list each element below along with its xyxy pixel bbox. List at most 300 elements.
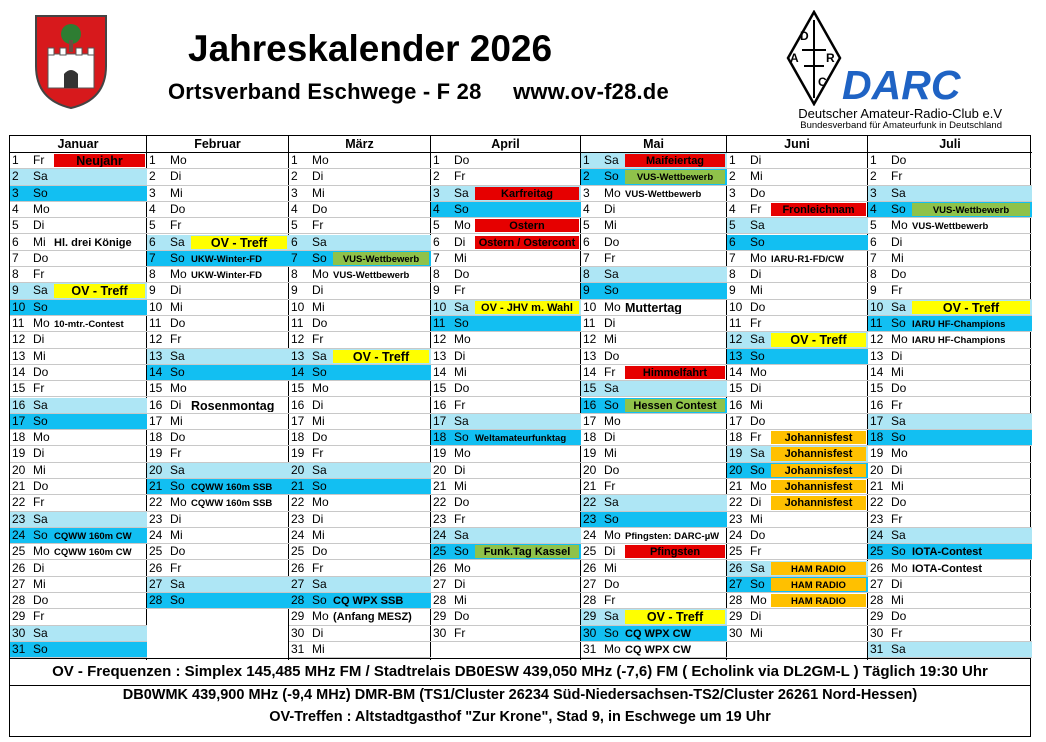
day-number: 17 <box>12 413 26 428</box>
day-number: 7 <box>729 250 736 265</box>
day-row <box>10 251 147 267</box>
weekday-label: Di <box>454 576 466 591</box>
event-label: HAM RADIO <box>771 578 866 591</box>
weekday-label: Fr <box>891 169 903 184</box>
day-row <box>10 479 147 495</box>
event-label: HAM RADIO <box>771 562 866 575</box>
month-header: Januar <box>10 136 146 153</box>
weekday-label: Sa <box>454 413 469 428</box>
day-number: 22 <box>729 495 743 510</box>
weekday-label: So <box>750 348 765 363</box>
day-row <box>10 267 147 283</box>
day-row <box>10 430 147 446</box>
day-row <box>581 251 727 267</box>
day-number: 30 <box>433 625 447 640</box>
day-row <box>147 365 289 381</box>
day-row <box>868 235 1032 251</box>
event-label: Pfingsten <box>625 545 725 558</box>
day-number: 14 <box>870 364 884 379</box>
event-label: Hl. drei Könige <box>54 236 132 249</box>
weekday-label: Fr <box>454 169 466 184</box>
day-row <box>727 609 868 625</box>
day-row <box>289 430 431 446</box>
weekday-label: Mi <box>33 462 46 477</box>
day-row <box>868 642 1032 658</box>
day-number: 9 <box>291 283 298 298</box>
day-row <box>868 283 1032 299</box>
day-number: 12 <box>291 332 305 347</box>
day-row <box>868 169 1032 185</box>
day-number: 7 <box>870 250 877 265</box>
event-label: UKW-Winter-FD <box>191 270 262 282</box>
day-number: 20 <box>870 462 884 477</box>
weekday-label: Sa <box>891 527 906 542</box>
day-row <box>868 398 1032 414</box>
weekday-label: Do <box>750 299 766 314</box>
day-number: 29 <box>12 609 26 624</box>
day-number: 31 <box>870 642 884 656</box>
day-row <box>289 332 431 348</box>
day-row <box>868 577 1032 593</box>
day-row <box>727 398 868 414</box>
day-row <box>147 561 289 577</box>
day-number: 8 <box>729 267 736 282</box>
day-row <box>431 544 581 560</box>
weekday-label: Mi <box>891 364 904 379</box>
weekday-label: Do <box>891 609 907 624</box>
day-number: 30 <box>291 625 305 640</box>
weekday-label: Sa <box>454 185 469 200</box>
day-number: 25 <box>433 544 447 559</box>
event-label: CQWW 160m CW <box>54 530 132 542</box>
darc-subtitle: Deutscher Amateur-Radio-Club e.V <box>798 106 1002 121</box>
day-number: 8 <box>149 267 156 282</box>
day-number: 16 <box>870 397 884 412</box>
day-row <box>289 479 431 495</box>
day-number: 6 <box>149 234 156 249</box>
day-row <box>289 169 431 185</box>
day-number: 4 <box>12 201 19 216</box>
day-row <box>581 186 727 202</box>
day-number: 30 <box>583 625 597 640</box>
day-number: 16 <box>729 397 743 412</box>
weekday-label: Fr <box>891 397 903 412</box>
day-number: 26 <box>433 560 447 575</box>
day-number: 10 <box>433 299 447 314</box>
weekday-label: Mo <box>604 413 621 428</box>
weekday-label: Di <box>891 462 903 477</box>
weekday-label: Do <box>604 348 620 363</box>
day-row <box>289 414 431 430</box>
day-row <box>727 512 868 528</box>
weekday-label: Sa <box>312 234 327 249</box>
day-row <box>581 267 727 283</box>
weekday-label: Mo <box>312 267 329 282</box>
day-row <box>431 349 581 365</box>
day-number: 3 <box>149 185 156 200</box>
day-number: 13 <box>12 348 26 363</box>
day-number: 1 <box>12 153 19 167</box>
day-number: 10 <box>291 299 305 314</box>
day-row <box>147 463 289 479</box>
weekday-label: Do <box>604 576 620 591</box>
event-label: Maifeiertag <box>625 154 725 167</box>
day-number: 27 <box>729 576 743 591</box>
weekday-label: Do <box>312 316 328 330</box>
day-row <box>431 479 581 495</box>
event-label: VUS-Wettbewerb <box>912 203 1030 216</box>
weekday-label: Do <box>170 316 186 330</box>
day-row <box>727 300 868 316</box>
weekday-label: Di <box>750 495 762 510</box>
weekday-label: Mo <box>454 560 471 575</box>
event-label: Ostern / Ostercont <box>475 236 579 249</box>
weekday-label: Fr <box>750 316 762 330</box>
day-number: 4 <box>870 201 877 216</box>
day-row <box>581 300 727 316</box>
weekday-label: Do <box>750 185 766 200</box>
day-number: 28 <box>870 593 884 608</box>
day-number: 31 <box>583 642 597 656</box>
weekday-label: Mi <box>33 234 46 249</box>
day-row <box>868 316 1032 332</box>
weekday-label: Mo <box>312 153 329 167</box>
day-row <box>868 512 1032 528</box>
day-number: 19 <box>291 446 305 461</box>
weekday-label: Mo <box>604 185 621 200</box>
event-label: UKW-Winter-FD <box>191 253 262 265</box>
weekday-label: Di <box>604 201 616 216</box>
day-row <box>868 202 1032 218</box>
day-number: 15 <box>149 381 163 396</box>
day-number: 21 <box>870 479 884 493</box>
day-number: 26 <box>12 560 26 575</box>
day-row <box>431 561 581 577</box>
weekday-label: Di <box>33 218 45 233</box>
day-number: 20 <box>729 462 743 477</box>
day-number: 4 <box>433 201 440 216</box>
day-number: 9 <box>149 283 156 298</box>
day-row <box>868 544 1032 560</box>
day-number: 1 <box>149 153 156 167</box>
eschwege-coat-of-arms-icon <box>34 14 108 110</box>
day-number: 6 <box>291 234 298 249</box>
day-number: 20 <box>433 462 447 477</box>
day-number: 20 <box>149 462 163 477</box>
day-number: 17 <box>291 413 305 428</box>
day-number: 31 <box>12 642 26 656</box>
weekday-label: Sa <box>170 462 185 477</box>
day-row <box>727 446 868 462</box>
day-number: 10 <box>870 299 884 314</box>
day-row <box>581 479 727 495</box>
day-number: 25 <box>583 544 597 559</box>
weekday-label: Sa <box>454 299 469 314</box>
event-label: VUS-Wettbewerb <box>912 221 989 233</box>
day-row <box>289 446 431 462</box>
day-number: 26 <box>729 560 743 575</box>
day-number: 8 <box>12 267 19 282</box>
day-row <box>727 235 868 251</box>
weekday-label: Sa <box>891 185 906 200</box>
day-number: 27 <box>870 576 884 591</box>
day-number: 15 <box>870 381 884 396</box>
weekday-label: Fr <box>33 495 45 510</box>
month-februar <box>147 136 289 660</box>
dmr-info: DB0WMK 439,900 MHz (-9,4 MHz) DMR-BM (TS1/Cluster 26234 Süd-Niedersachsen-TS2/Cluster 26261 Nord-Hessen) <box>122 687 918 703</box>
event-label: VUS-Wettbewerb <box>333 252 429 265</box>
day-number: 17 <box>149 413 163 428</box>
day-number: 14 <box>583 364 597 379</box>
day-row <box>147 414 289 430</box>
weekday-label: Di <box>454 462 466 477</box>
day-number: 11 <box>291 316 304 330</box>
weekday-label: Sa <box>33 511 48 526</box>
day-number: 16 <box>583 397 597 412</box>
event-label: CQ WPX SSB <box>333 595 404 608</box>
event-label: Himmelfahrt <box>625 366 725 379</box>
day-row <box>431 609 581 625</box>
weekday-label: Di <box>312 169 324 184</box>
weekday-label: Di <box>33 560 45 575</box>
weekday-label: Sa <box>750 446 765 461</box>
day-row <box>581 398 727 414</box>
event-label: Johannisfest <box>771 431 866 444</box>
day-number: 29 <box>870 609 884 624</box>
weekday-label: Do <box>33 250 49 265</box>
day-row <box>289 365 431 381</box>
day-number: 13 <box>291 348 305 363</box>
weekday-label: Mo <box>750 593 767 608</box>
weekday-label: Mo <box>33 201 50 216</box>
weekday-label: Sa <box>604 495 619 510</box>
day-number: 14 <box>729 364 743 379</box>
weekday-label: Fr <box>454 511 466 526</box>
weekday-label: Fr <box>312 332 324 347</box>
day-row <box>10 446 147 462</box>
darc-subtitle-2: Bundesverband für Amateurfunk in Deutschland <box>800 120 1002 131</box>
day-number: 5 <box>149 218 156 233</box>
day-row <box>147 430 289 446</box>
event-label: (Anfang MESZ) <box>333 611 412 624</box>
day-row <box>147 446 289 462</box>
day-number: 22 <box>870 495 884 510</box>
weekday-label: So <box>33 642 48 656</box>
weekday-label: Do <box>750 413 766 428</box>
weekday-label: So <box>312 479 327 493</box>
day-number: 25 <box>729 544 743 559</box>
day-row <box>581 593 727 609</box>
weekday-label: Do <box>312 544 328 559</box>
day-number: 11 <box>12 316 25 330</box>
day-number: 20 <box>291 462 305 477</box>
day-row <box>581 235 727 251</box>
weekday-label: Sa <box>312 462 327 477</box>
weekday-label: So <box>604 169 619 184</box>
day-row <box>10 235 147 251</box>
page-title: Jahreskalender 2026 <box>188 28 553 69</box>
day-row <box>147 577 289 593</box>
day-number: 15 <box>583 381 597 396</box>
day-row <box>289 251 431 267</box>
weekday-label: Sa <box>604 153 619 167</box>
day-number: 13 <box>729 348 743 363</box>
darc-diamond-logo-icon <box>786 10 842 106</box>
day-number: 21 <box>583 479 597 493</box>
day-number: 9 <box>583 283 590 298</box>
day-row <box>10 414 147 430</box>
month-header: Mai <box>581 136 726 153</box>
event-label: VUS-Wettbewerb <box>625 170 725 183</box>
weekday-label: Fr <box>312 446 324 461</box>
weekday-label: So <box>454 316 469 330</box>
weekday-label: Mi <box>170 527 183 542</box>
day-row <box>727 495 868 511</box>
weekday-label: Do <box>604 234 620 249</box>
weekday-label: Mi <box>750 625 763 640</box>
weekday-label: Do <box>33 364 49 379</box>
day-row <box>289 528 431 544</box>
day-row <box>10 316 147 332</box>
day-row <box>431 446 581 462</box>
day-number: 26 <box>583 560 597 575</box>
month-header: Juni <box>727 136 867 153</box>
weekday-label: Di <box>170 283 182 298</box>
day-row <box>431 430 581 446</box>
weekday-label: Do <box>454 609 470 624</box>
weekday-label: Mo <box>312 381 329 396</box>
month-april <box>431 136 581 660</box>
weekday-label: Fr <box>454 625 466 640</box>
weekday-label: Mi <box>312 413 325 428</box>
day-number: 17 <box>729 413 743 428</box>
day-row <box>10 626 147 642</box>
day-number: 2 <box>870 169 877 184</box>
day-number: 1 <box>729 153 736 167</box>
day-row <box>581 218 727 234</box>
event-label: OV - Treff <box>912 301 1030 314</box>
day-row <box>289 512 431 528</box>
day-row <box>727 626 868 642</box>
day-row <box>581 283 727 299</box>
day-row <box>147 202 289 218</box>
day-number: 25 <box>870 544 884 559</box>
day-number: 15 <box>729 381 743 396</box>
day-number: 3 <box>583 185 590 200</box>
day-row <box>581 609 727 625</box>
day-row <box>147 544 289 560</box>
month-juni <box>727 136 868 660</box>
day-number: 16 <box>149 397 163 412</box>
weekday-label: So <box>170 364 185 379</box>
header <box>0 0 1046 134</box>
weekday-label: Fr <box>604 593 616 608</box>
event-label: Johannisfest <box>771 480 866 493</box>
event-label: OV - Treff <box>333 350 429 363</box>
weekday-label: Mo <box>170 153 187 167</box>
day-number: 22 <box>433 495 447 510</box>
day-number: 10 <box>729 299 743 314</box>
weekday-label: So <box>33 299 48 314</box>
day-number: 25 <box>149 544 163 559</box>
day-number: 28 <box>149 593 163 608</box>
day-number: 27 <box>433 576 447 591</box>
day-number: 7 <box>433 250 440 265</box>
event-label: OV - Treff <box>191 236 287 249</box>
weekday-label: Sa <box>891 299 906 314</box>
day-row <box>10 544 147 560</box>
event-label: CQWW 160m CW <box>54 547 132 559</box>
day-number: 18 <box>12 430 26 445</box>
day-row <box>289 349 431 365</box>
day-row <box>10 577 147 593</box>
weekday-label: Fr <box>604 364 616 379</box>
day-number: 24 <box>433 527 447 542</box>
weekday-label: Mi <box>604 218 617 233</box>
weekday-label: Mo <box>312 495 329 510</box>
weekday-label: Mo <box>604 527 621 542</box>
day-number: 18 <box>583 430 597 445</box>
day-row <box>10 169 147 185</box>
weekday-label: Mo <box>604 299 621 314</box>
weekday-label: Mo <box>454 446 471 461</box>
weekday-label: So <box>170 479 185 493</box>
weekday-label: Mo <box>33 430 50 445</box>
day-row <box>581 202 727 218</box>
day-number: 16 <box>433 397 447 412</box>
weekday-label: Do <box>312 430 328 445</box>
weekday-label: Di <box>312 625 324 640</box>
day-number: 19 <box>729 446 743 461</box>
event-label: Pfingsten: DARC-µW <box>625 530 720 542</box>
day-row <box>431 202 581 218</box>
day-number: 14 <box>12 364 26 379</box>
month-header: April <box>431 136 580 153</box>
weekday-label: Di <box>312 511 324 526</box>
day-number: 17 <box>433 413 447 428</box>
weekday-label: Fr <box>170 332 182 347</box>
weekday-label: Di <box>604 316 616 330</box>
footer <box>9 659 1031 737</box>
weekday-label: So <box>750 576 765 591</box>
event-label: OV - Treff <box>771 333 866 346</box>
day-number: 29 <box>291 609 305 624</box>
day-row <box>10 528 147 544</box>
day-row <box>147 528 289 544</box>
day-row <box>289 642 431 658</box>
day-row <box>289 593 431 609</box>
weekday-label: Sa <box>312 348 327 363</box>
day-row <box>10 332 147 348</box>
event-label: CQWW 160m SSB <box>191 498 273 510</box>
day-row <box>727 561 868 577</box>
day-row <box>868 609 1032 625</box>
weekday-label: So <box>312 364 327 379</box>
day-row <box>147 153 289 169</box>
weekday-label: Mo <box>750 479 767 493</box>
day-number: 7 <box>12 250 19 265</box>
day-number: 18 <box>433 430 447 445</box>
event-label: IOTA-Contest <box>912 562 983 575</box>
weekday-label: Mo <box>312 609 329 624</box>
day-row <box>727 528 868 544</box>
day-number: 2 <box>149 169 156 184</box>
day-number: 19 <box>870 446 884 461</box>
day-row <box>581 332 727 348</box>
weekday-label: So <box>454 544 469 559</box>
day-row <box>727 283 868 299</box>
weekday-label: Mi <box>454 364 467 379</box>
